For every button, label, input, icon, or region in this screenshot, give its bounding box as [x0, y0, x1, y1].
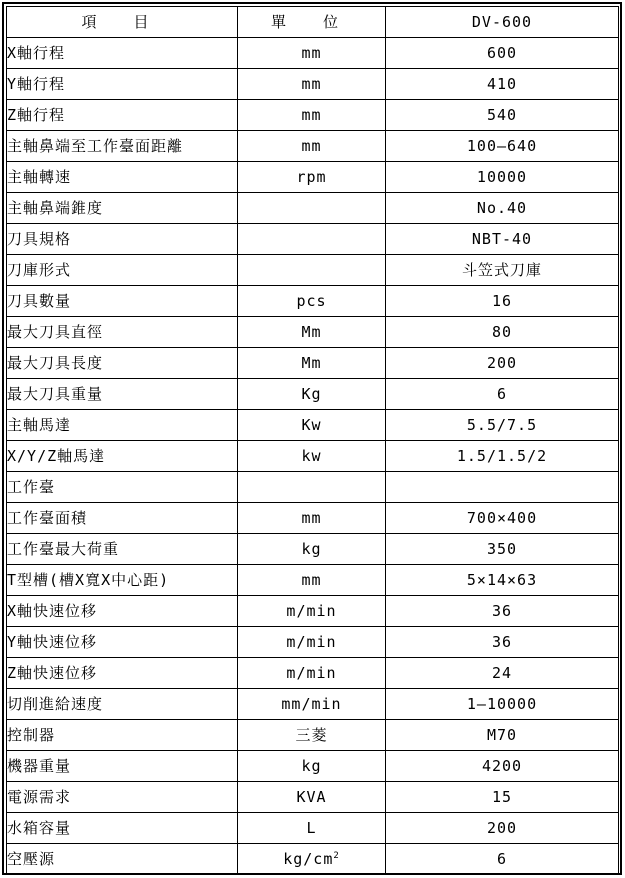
row-item: 機器重量	[7, 751, 238, 782]
row-item: 最大刀具重量	[7, 379, 238, 410]
row-value: 5×14×63	[386, 565, 619, 596]
table-row	[7, 782, 619, 813]
row-unit: Mm	[238, 348, 386, 379]
table-row	[7, 627, 619, 658]
row-unit: mm/min	[238, 689, 386, 720]
table-row	[7, 565, 619, 596]
row-unit	[238, 472, 386, 503]
header-unit: 單 位	[238, 7, 386, 38]
row-item: 最大刀具直徑	[7, 317, 238, 348]
row-value	[386, 472, 619, 503]
row-item: X軸行程	[7, 38, 238, 69]
row-unit	[238, 193, 386, 224]
table-row	[7, 38, 619, 69]
row-unit	[238, 224, 386, 255]
table-row	[7, 813, 619, 844]
row-item: 最大刀具長度	[7, 348, 238, 379]
row-value: 10000	[386, 162, 619, 193]
row-value: 700×400	[386, 503, 619, 534]
row-value: 80	[386, 317, 619, 348]
row-unit: mm	[238, 100, 386, 131]
row-value: 1.5/1.5/2	[386, 441, 619, 472]
row-item: Y軸行程	[7, 69, 238, 100]
row-value: 斗笠式刀庫	[386, 255, 619, 286]
unit-superscript: 2	[333, 850, 340, 861]
row-unit: m/min	[238, 596, 386, 627]
row-value: M70	[386, 720, 619, 751]
table-row	[7, 658, 619, 689]
row-item: Z軸快速位移	[7, 658, 238, 689]
row-unit	[238, 255, 386, 286]
row-value: 540	[386, 100, 619, 131]
unit-base: kg/cm	[283, 849, 334, 868]
row-value: 410	[386, 69, 619, 100]
table-row	[7, 379, 619, 410]
row-unit: KVA	[238, 782, 386, 813]
header-item: 項 目	[7, 7, 238, 38]
row-value: 5.5/7.5	[386, 410, 619, 441]
row-item: 刀具規格	[7, 224, 238, 255]
row-unit: m/min	[238, 658, 386, 689]
row-value: 200	[386, 813, 619, 844]
table-row	[7, 69, 619, 100]
row-value: 16	[386, 286, 619, 317]
table-row	[7, 410, 619, 441]
row-value: No.40	[386, 193, 619, 224]
row-item: 控制器	[7, 720, 238, 751]
row-unit: m/min	[238, 627, 386, 658]
row-item: T型槽(槽X寬X中心距)	[7, 565, 238, 596]
row-item: 主軸鼻端錐度	[7, 193, 238, 224]
row-value: 4200	[386, 751, 619, 782]
row-item: 主軸鼻端至工作臺面距離	[7, 131, 238, 162]
spec-table	[6, 6, 619, 875]
table-row	[7, 596, 619, 627]
row-unit: kg	[238, 534, 386, 565]
row-unit: mm	[238, 565, 386, 596]
row-item: 切削進給速度	[7, 689, 238, 720]
table-row	[7, 348, 619, 379]
spec-rows	[7, 38, 619, 875]
table-header-row	[7, 7, 619, 38]
row-unit	[238, 844, 386, 875]
table-row	[7, 441, 619, 472]
row-unit: mm	[238, 131, 386, 162]
row-item: Y軸快速位移	[7, 627, 238, 658]
row-item: Z軸行程	[7, 100, 238, 131]
row-value: 15	[386, 782, 619, 813]
row-value: 600	[386, 38, 619, 69]
table-row	[7, 751, 619, 782]
header-model: DV-600	[386, 7, 619, 38]
row-unit: kg	[238, 751, 386, 782]
row-unit: 三菱	[238, 720, 386, 751]
row-unit: mm	[238, 503, 386, 534]
table-row	[7, 255, 619, 286]
row-value: 6	[386, 379, 619, 410]
row-item: 空壓源	[7, 844, 238, 875]
table-row	[7, 224, 619, 255]
table-row	[7, 534, 619, 565]
row-item: 工作臺	[7, 472, 238, 503]
row-item: 水箱容量	[7, 813, 238, 844]
row-item: 電源需求	[7, 782, 238, 813]
table-row	[7, 286, 619, 317]
row-unit: Kg	[238, 379, 386, 410]
row-item: X軸快速位移	[7, 596, 238, 627]
row-value: 1—10000	[386, 689, 619, 720]
table-row	[7, 720, 619, 751]
table-row	[7, 131, 619, 162]
table-row	[7, 503, 619, 534]
row-unit: pcs	[238, 286, 386, 317]
row-value: 36	[386, 627, 619, 658]
row-unit: mm	[238, 38, 386, 69]
row-item: 工作臺最大荷重	[7, 534, 238, 565]
table-row	[7, 317, 619, 348]
row-unit: kw	[238, 441, 386, 472]
row-unit: Mm	[238, 317, 386, 348]
row-value: 24	[386, 658, 619, 689]
row-item: 主軸轉速	[7, 162, 238, 193]
row-value: 350	[386, 534, 619, 565]
row-value: 6	[386, 844, 619, 875]
table-row	[7, 689, 619, 720]
row-item: 主軸馬達	[7, 410, 238, 441]
row-unit: L	[238, 813, 386, 844]
row-unit: rpm	[238, 162, 386, 193]
table-row	[7, 472, 619, 503]
row-unit: Kw	[238, 410, 386, 441]
row-item: 刀庫形式	[7, 255, 238, 286]
row-item: 刀具數量	[7, 286, 238, 317]
row-value: 200	[386, 348, 619, 379]
table-row	[7, 162, 619, 193]
table-row	[7, 844, 619, 875]
table-row	[7, 100, 619, 131]
row-item: X/Y/Z軸馬達	[7, 441, 238, 472]
row-value: 100—640	[386, 131, 619, 162]
row-item: 工作臺面積	[7, 503, 238, 534]
row-unit: mm	[238, 69, 386, 100]
table-row	[7, 193, 619, 224]
row-value: NBT-40	[386, 224, 619, 255]
row-value: 36	[386, 596, 619, 627]
